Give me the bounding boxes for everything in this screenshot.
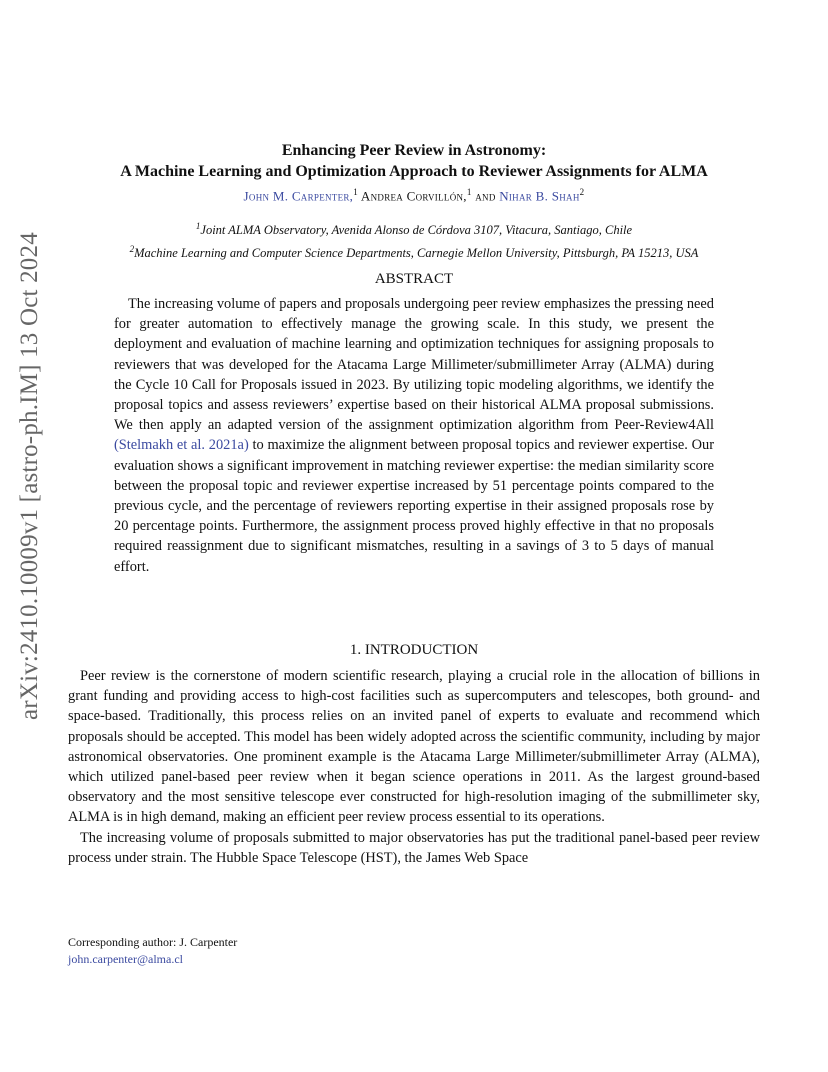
corresponding-author: Corresponding author: J. Carpenter [68, 935, 238, 949]
affiliation-2 [0, 240, 828, 263]
abstract-text: to maximize the alignment between proposal topics and reviewer expertise. Our evaluation shows a significant improvement in matching reviewer expertise: the median similarity score between the proposal topic and reviewer expertise increased by 51 percentage points compared to the previous cycle, and the percentage of reviewers reporting expertise in their assigned proposals rose by 20 percentage points. Furthermore, the assignment process proved highly effective in that no proposals required reassignment due to significant mismatches, resulting in a savings of 3 to 5 days of manual effort. [114, 437, 715, 575]
title-line-1: Enhancing Peer Review in Astronomy: [281, 142, 547, 159]
email-link[interactable]: john.carpenter@alma.cl [68, 952, 183, 966]
affiliation-text: Joint ALMA Observatory, Avenida Alonso de Córdova 3107, Vitacura, Santiago, Chile [200, 223, 633, 238]
author-link-carpenter[interactable]: John M. Carpenter, [243, 188, 354, 204]
author-and: and [475, 188, 496, 204]
author-list [0, 187, 828, 204]
abstract-text: The increasing volume of papers and proposals undergoing peer review emphasizes the pressing need for greater automation to effectively manage the growing scale. In this study, we present the deployment and evaluation of machine learning and optimization techniques for assigning proposals to reviewers that was developed for the Atacama Large Millimeter/submillimeter Array (ALMA) during the Cycle 10 Call for Proposals issued in 2023. By utilizing topic modeling algorithms, we identify the proposal topics and assess reviewers’ expertise based on their historical ALMA proposal submissions. We then apply an adapted version of the assignment optimization algorithm from Peer-Review4All [114, 296, 714, 434]
citation-link[interactable]: (Stelmakh et al. 2021a) [114, 437, 249, 454]
author-link-shah[interactable]: Nihar B. Shah [499, 188, 580, 204]
affiliation-text: Machine Learning and Computer Science Departments, Carnegie Mellon University, Pittsburgh, PA 15213, USA [134, 246, 699, 261]
arxiv-identifier: arXiv:2410.10009v1 [astro-ph.IM] 13 Oct 2024 [16, 232, 43, 720]
paragraph: Peer review is the cornerstone of modern scientific research, playing a crucial role in the allocation of billions in grant funding and providing access to high-cost facilities such as supercomputers and telescopes, both ground- and space-based. Traditionally, this process relies on an invited panel of experts to evaluate and recommend which proposals should be accepted. This model has been widely adopted across the scientific community, including by major astronomical observatories. One prominent example is the Atacama Large Millimeter/submillimeter Array (ALMA), which utilized panel-based peer review when it began science operations in 2011. As the largest ground-based observatory and the most sensitive telescope ever constructed for high-resolution imaging of the submillimeter sky, ALMA is in high demand, making an efficient peer review process essential to its operations. [68, 668, 760, 826]
section-heading-introduction: 1. INTRODUCTION [349, 642, 479, 658]
title-line-2: A Machine Learning and Optimization Approach to Reviewer Assignments for ALMA [120, 163, 708, 180]
abstract-body [114, 294, 714, 577]
abstract-heading: ABSTRACT [374, 271, 454, 287]
paper-title [0, 140, 828, 182]
author-sup: 1 [353, 187, 359, 197]
affiliation-sup: 2 [129, 244, 135, 255]
paragraph: The increasing volume of proposals submitted to major observatories has put the traditional panel-based peer review process under strain. The Hubble Space Telescope (HST), the James Web Space [68, 829, 760, 866]
affiliation-1 [0, 217, 828, 240]
author-corvillon: Andrea Corvillón, [360, 188, 467, 204]
author-sup: 1 [466, 187, 472, 197]
affiliations [0, 217, 828, 263]
introduction-body [68, 666, 760, 868]
affiliation-sup: 1 [195, 221, 201, 231]
author-sup: 2 [579, 187, 585, 197]
footnote [68, 934, 237, 968]
